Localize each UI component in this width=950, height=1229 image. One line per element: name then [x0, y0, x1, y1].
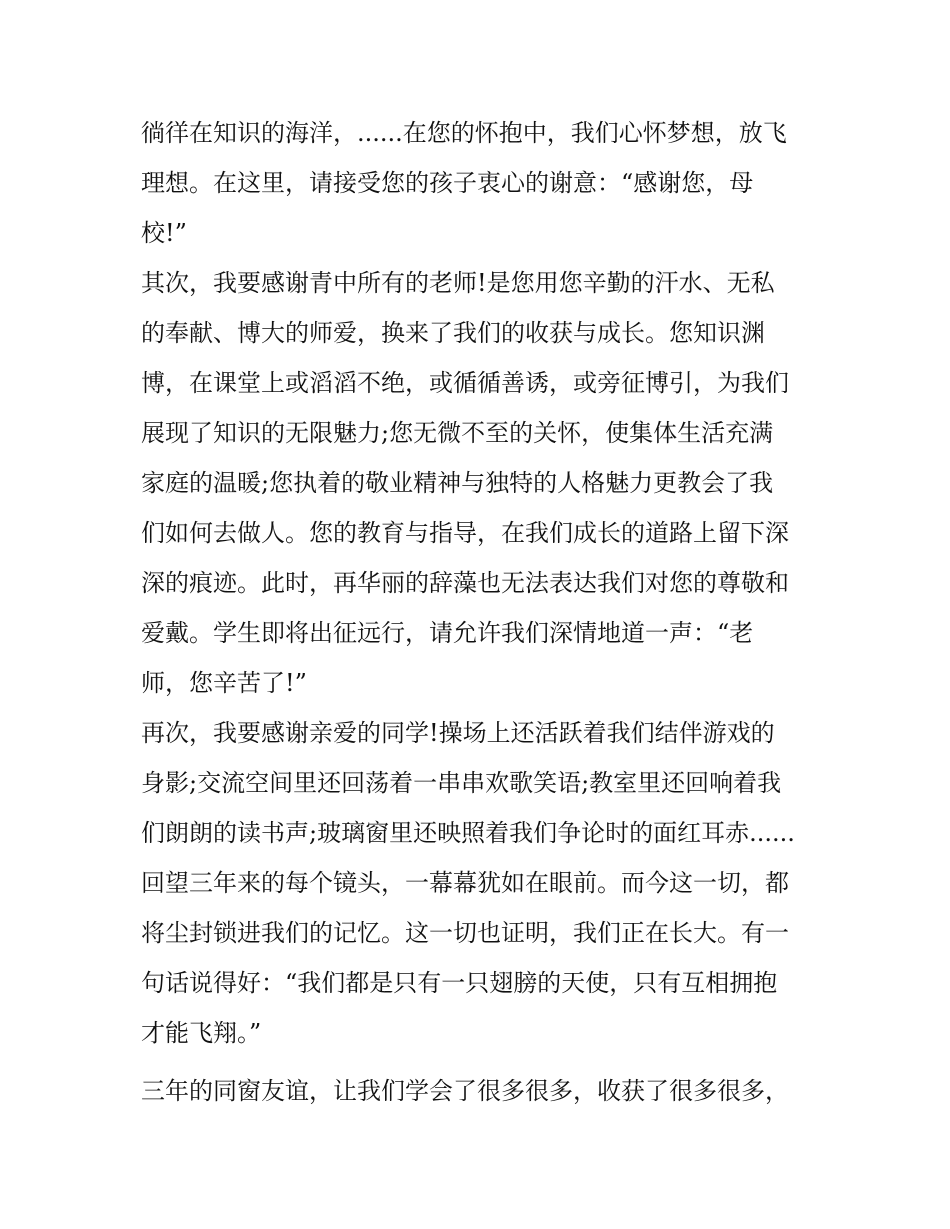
paragraph-2	[141, 258, 821, 708]
document-body	[141, 108, 821, 1116]
text-line: 的奉献、博大的师爱，换来了我们的收获与成长。您知识渊	[141, 319, 765, 347]
text-line: 师，您辛苦了!”	[141, 669, 307, 697]
text-line: 校!”	[141, 219, 187, 247]
text-line: 身影;交流空间里还回荡着一串串欢歌笑语;教室里还回响着我	[141, 769, 782, 797]
paragraph-3	[141, 708, 821, 1058]
text-line: 三年的同窗友谊，让我们学会了很多很多，收获了很多很多，	[141, 1077, 789, 1105]
text-line: 展现了知识的无限魅力;您无微不至的关怀，使集体生活充满	[141, 419, 774, 447]
text-line: 家庭的温暖;您执着的敬业精神与独特的人格魅力更教会了我	[141, 469, 774, 497]
text-line: 深的痕迹。此时，再华丽的辞藻也无法表达我们对您的尊敬和	[141, 569, 789, 597]
text-line: 其次，我要感谢青中所有的老师!是您用您辛勤的汗水、无私	[141, 269, 775, 297]
text-line: 再次，我要感谢亲爱的同学!操场上还活跃着我们结伴游戏的	[141, 719, 775, 747]
text-line: 将尘封锁进我们的记忆。这一切也证明，我们正在长大。有一	[141, 919, 789, 947]
text-line: 徜徉在知识的海洋，......在您的怀抱中，我们心怀梦想，放飞	[141, 119, 787, 147]
text-line: 句话说得好：“我们都是只有一只翅膀的天使，只有互相拥抱	[141, 969, 778, 997]
paragraph-4	[141, 1066, 821, 1116]
text-line: 回望三年来的每个镜头，一幕幕犹如在眼前。而今这一切，都	[141, 869, 789, 897]
text-line: 才能飞翔。”	[141, 1019, 262, 1047]
text-line: 理想。在这里，请接受您的孩子衷心的谢意：“感谢您，母	[141, 169, 754, 197]
text-line: 们朗朗的读书声;玻璃窗里还映照着我们争论时的面红耳赤......	[141, 819, 795, 847]
text-line: 博，在课堂上或滔滔不绝，或循循善诱，或旁征博引，为我们	[141, 369, 789, 397]
text-line: 们如何去做人。您的教育与指导，在我们成长的道路上留下深	[141, 519, 789, 547]
paragraph-1	[141, 108, 821, 258]
text-line: 爱戴。学生即将出征远行，请允许我们深情地道一声：“老	[141, 619, 754, 647]
